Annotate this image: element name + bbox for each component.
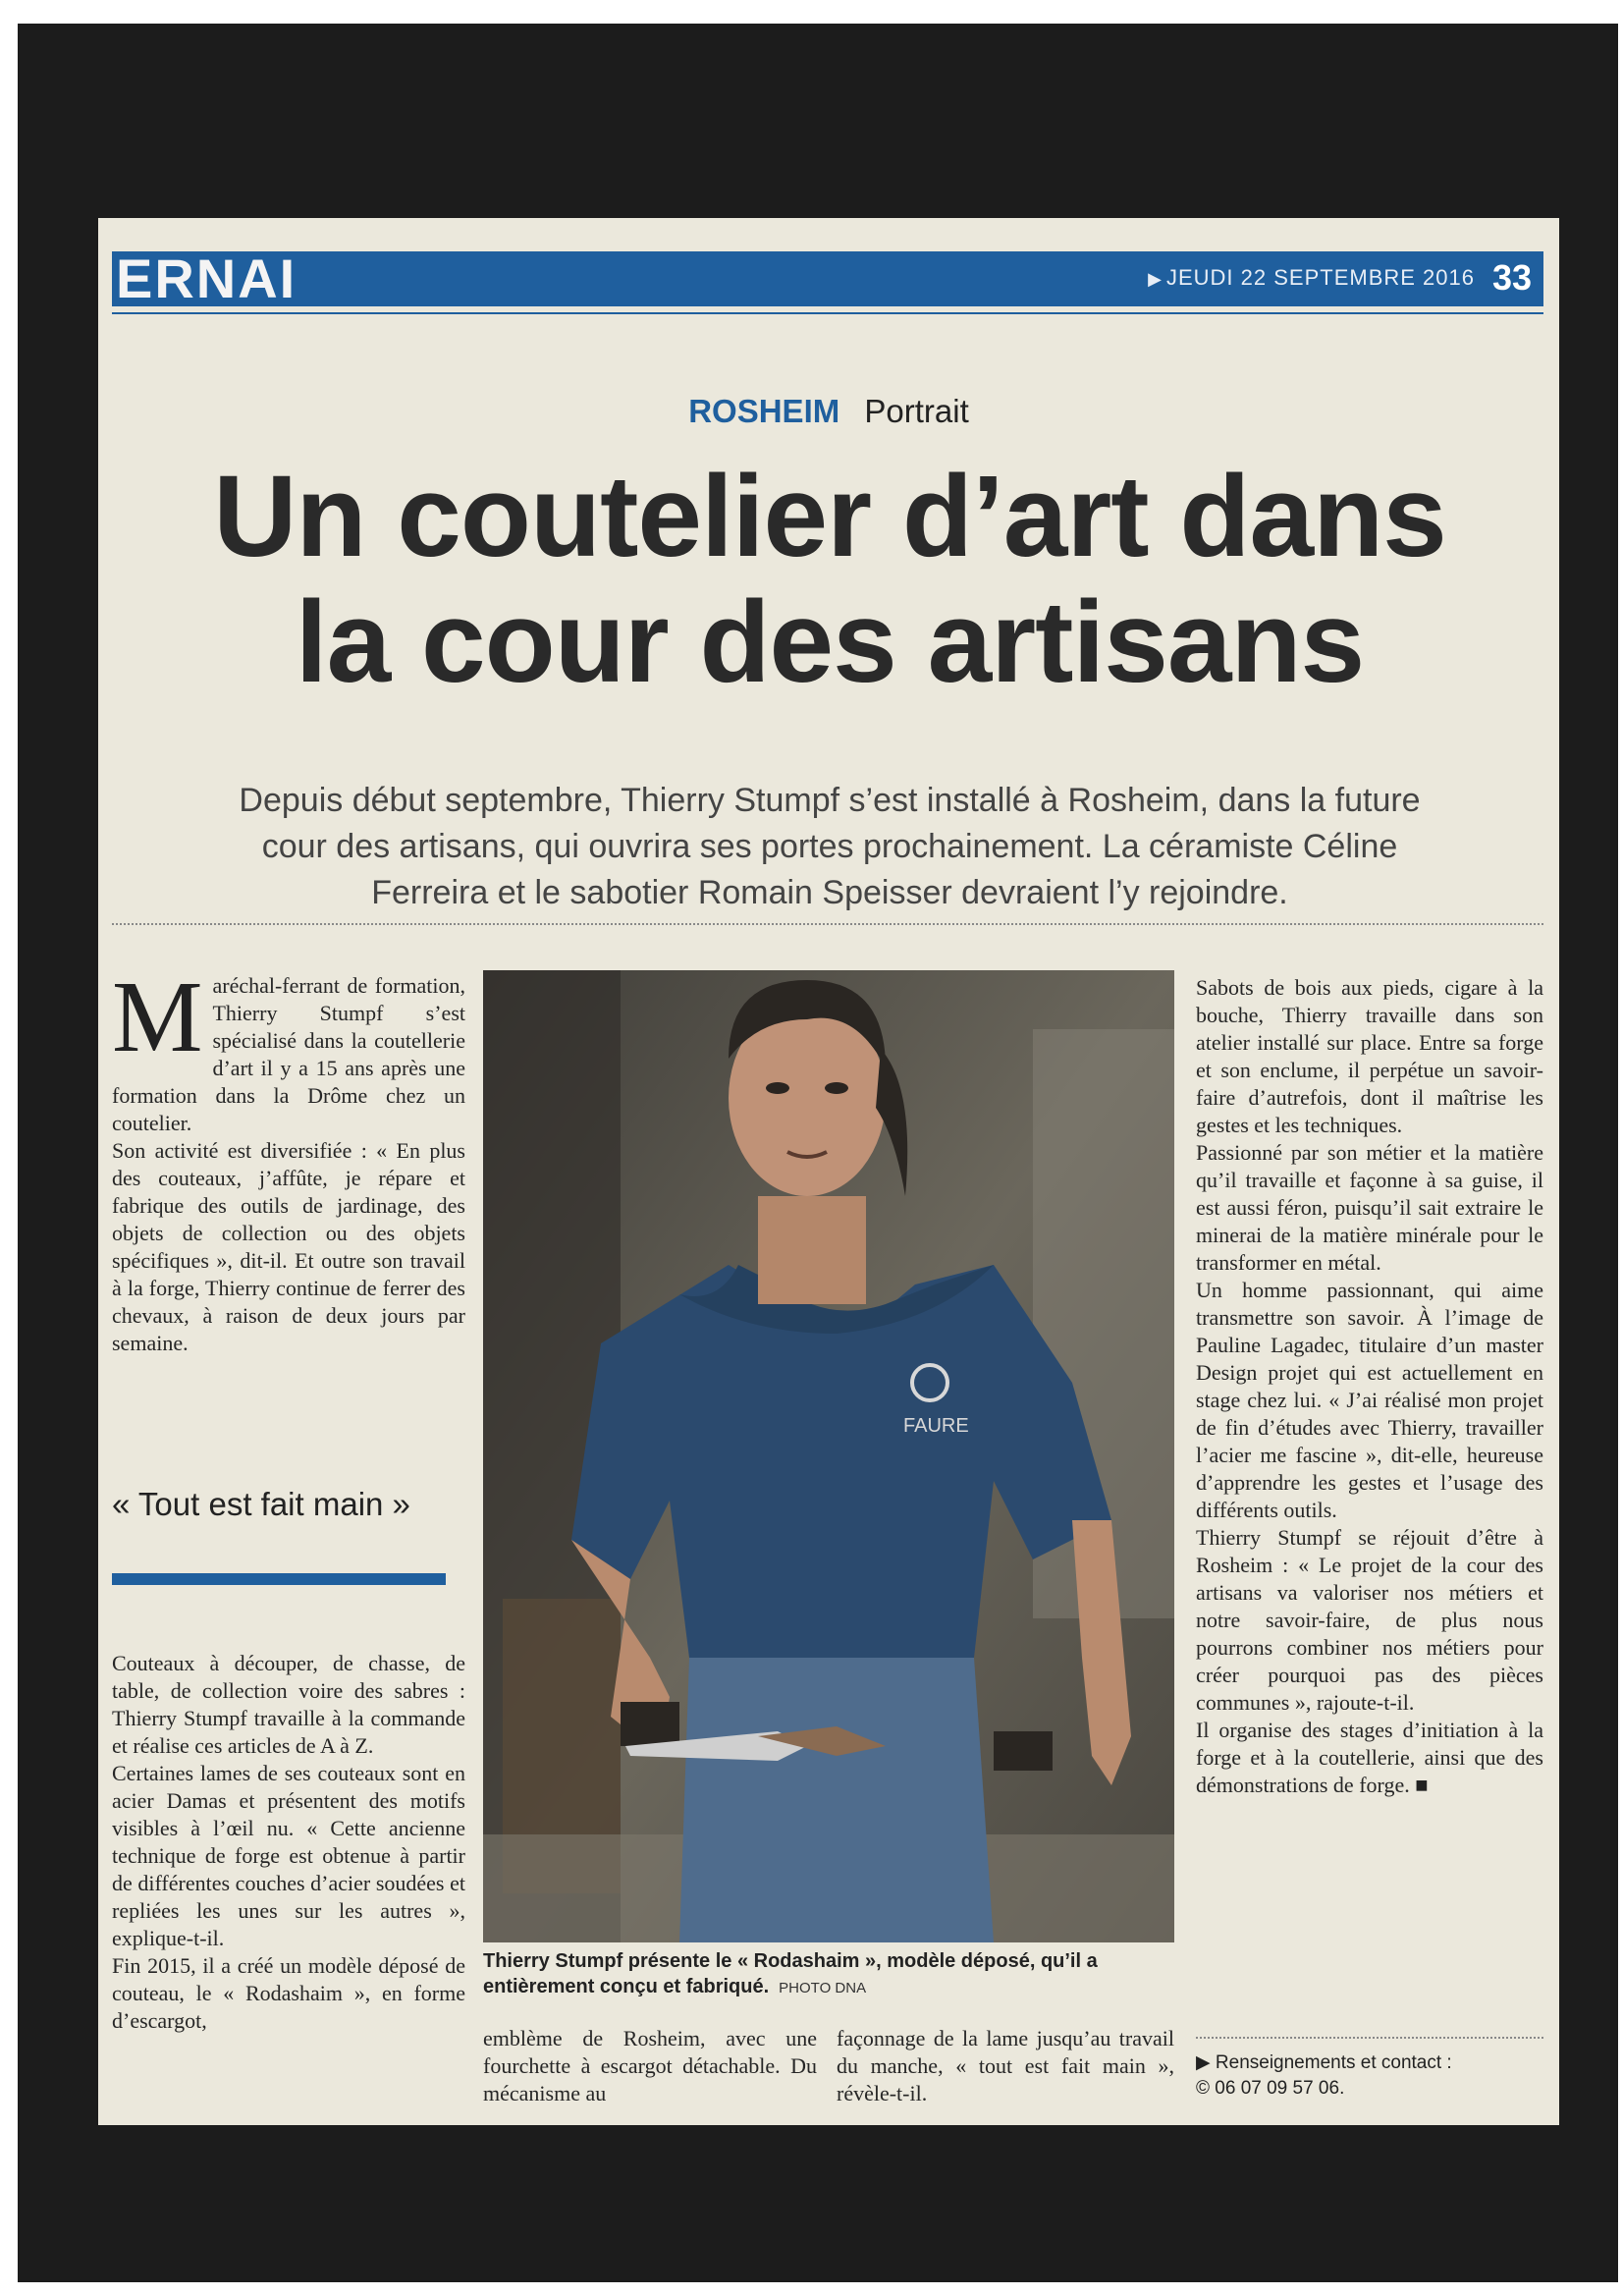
column-1-paragraph-1: aréchal-ferrant de formation, Thierry Stumpf s’est spécialisé dans la coutellerie d’art il y a 15 ans après une formation dans la Drôme chez un coutelier. bbox=[112, 973, 465, 1135]
end-mark-icon: ■ bbox=[1415, 1773, 1429, 1797]
contact-label-row bbox=[1196, 2050, 1543, 2076]
column-3-bottom bbox=[837, 2025, 1174, 2107]
column-4-paragraph-5 bbox=[1196, 1717, 1543, 1799]
column-4-paragraph-4: Thierry Stumpf se réjouit d’être à Rosheim : « Le projet de la cour des artisans va valoriser nos métiers et notre savoir-faire, de plus nous pourrons combiner nos métiers pour créer pourquoi pas des pièces communes », rajoute-t-il. bbox=[1196, 1525, 1543, 1715]
shirt-logo-text: FAURE bbox=[903, 1415, 969, 1437]
headline-line-2: la cour des artisans bbox=[295, 577, 1365, 707]
photo-credit: PHOTO DNA bbox=[779, 1980, 867, 1996]
headline-line-1: Un coutelier d’art dans bbox=[213, 452, 1446, 581]
column-4 bbox=[1196, 974, 1543, 1799]
lede-line-1: Depuis début septembre, Thierry Stumpf s’est installé à Rosheim, dans la future bbox=[239, 782, 1421, 819]
column-3b-text: façonnage de la lame jusqu’au travail du manche, « tout est fait main », révèle-t-il. bbox=[837, 2026, 1174, 2105]
kicker-rubric: Portrait bbox=[864, 393, 969, 429]
portrait-illustration bbox=[483, 970, 1174, 1942]
column-2b-text: emblème de Rosheim, avec une fourchette à escargot détachable. Du mécanisme au bbox=[483, 2026, 817, 2105]
portrait-photo bbox=[483, 970, 1174, 1942]
column-4-paragraph-2: Passionné par son métier et la matière qu’il travaille et façonne à sa guise, il est aussi féron, puisqu’il sait extraire le minerai de la matière minérale pour le transformer en métal. bbox=[1196, 1140, 1543, 1275]
headline bbox=[118, 454, 1542, 705]
lede-line-3: Ferreira et le sabotier Romain Speisser devraient l’y rejoindre. bbox=[371, 874, 1288, 911]
kicker-place: ROSHEIM bbox=[688, 393, 840, 429]
contact-box bbox=[1196, 2050, 1543, 2102]
contact-divider bbox=[1196, 2037, 1543, 2039]
photo-caption-text: Thierry Stumpf présente le « Rodashaim », modèle déposé, qu’il a entièrement conçu et fabriqué. bbox=[483, 1950, 1098, 1997]
contact-phone-row bbox=[1196, 2076, 1543, 2102]
issue-date-text: JEUDI 22 SEPTEMBRE 2016 bbox=[1165, 265, 1475, 290]
newspaper-clipping bbox=[98, 218, 1559, 2125]
arrow-icon: ▶ bbox=[1196, 2052, 1211, 2073]
column-4-paragraph-5-text: Il organise des stages d’initiation à la forge et à la coutellerie, ainsi que des démonstrations de forge. bbox=[1196, 1718, 1543, 1797]
phone-icon: © bbox=[1196, 2078, 1210, 2099]
contact-phone: 06 07 09 57 06. bbox=[1215, 2078, 1345, 2099]
photo-caption bbox=[483, 1948, 1174, 2001]
column-1-paragraph-2: Son activité est diversifiée : « En plus des couteaux, j’affûte, je répare et fabrique des outils de jardinage, des objets de collection ou des objets spécifiques », dit-il. Et outre son travail à la forge, Thierry continue de ferrer des chevaux, à raison de deux jours par semaine. bbox=[112, 1138, 465, 1355]
column-1-continued bbox=[112, 1650, 465, 2035]
issue-date bbox=[1148, 265, 1475, 291]
column-2-bottom bbox=[483, 2025, 817, 2107]
lede-line-2: cour des artisans, qui ouvrira ses portes prochainement. La céramiste Céline bbox=[261, 828, 1398, 865]
lede bbox=[147, 778, 1512, 916]
dotted-divider bbox=[112, 923, 1543, 925]
column-4-paragraph-3: Un homme passionnant, qui aime transmettre son savoir. À l’image de Pauline Lagadec, titulaire d’un master Design projet qui est actuellement en stage chez lui. « J’ai réalisé mon projet de fin d’études avec Thierry, travailler l’acier me fascine », dit-elle, heureuse d’apprendre les gestes et l’usage des différents outils. bbox=[1196, 1278, 1543, 1522]
column-4-paragraph-1: Sabots de bois aux pieds, cigare à la bouche, Thierry travaille dans son atelier installé sur place. Entre sa forge et son enclume, il perpétue un savoir-faire d’autrefois, dont il maîtrise les gestes et les techniques. bbox=[1196, 975, 1543, 1137]
pull-quote-bar bbox=[112, 1573, 446, 1585]
kicker bbox=[98, 393, 1559, 430]
column-1b-paragraph-3: Fin 2015, il a créé un modèle déposé de couteau, le « Rodashaim », en forme d’escargot, bbox=[112, 1953, 465, 2033]
banner-rule bbox=[112, 312, 1543, 314]
contact-label: Renseignements et contact : bbox=[1215, 2052, 1452, 2073]
dropcap: M bbox=[112, 960, 203, 1073]
section-name: ERNAI bbox=[116, 247, 298, 309]
section-banner bbox=[112, 247, 1543, 309]
arrow-icon: ▶ bbox=[1148, 269, 1163, 289]
page-number: 33 bbox=[1491, 257, 1532, 298]
column-1 bbox=[112, 960, 465, 1357]
column-1b-paragraph-2: Certaines lames de ses couteaux sont en acier Damas et présentent des motifs visibles à l’œil nu. « Cette ancienne technique de forge est obtenue à partir de différentes couches d’acier soudées et repliées les unes sur les autres », explique-t-il. bbox=[112, 1761, 465, 1950]
column-1b-paragraph-1: Couteaux à découper, de chasse, de table, de collection voire des sabres : Thierry Stumpf travaille à la commande et réalise ces articles de A à Z. bbox=[112, 1651, 465, 1758]
pull-quote: « Tout est fait main » bbox=[112, 1486, 410, 1522]
